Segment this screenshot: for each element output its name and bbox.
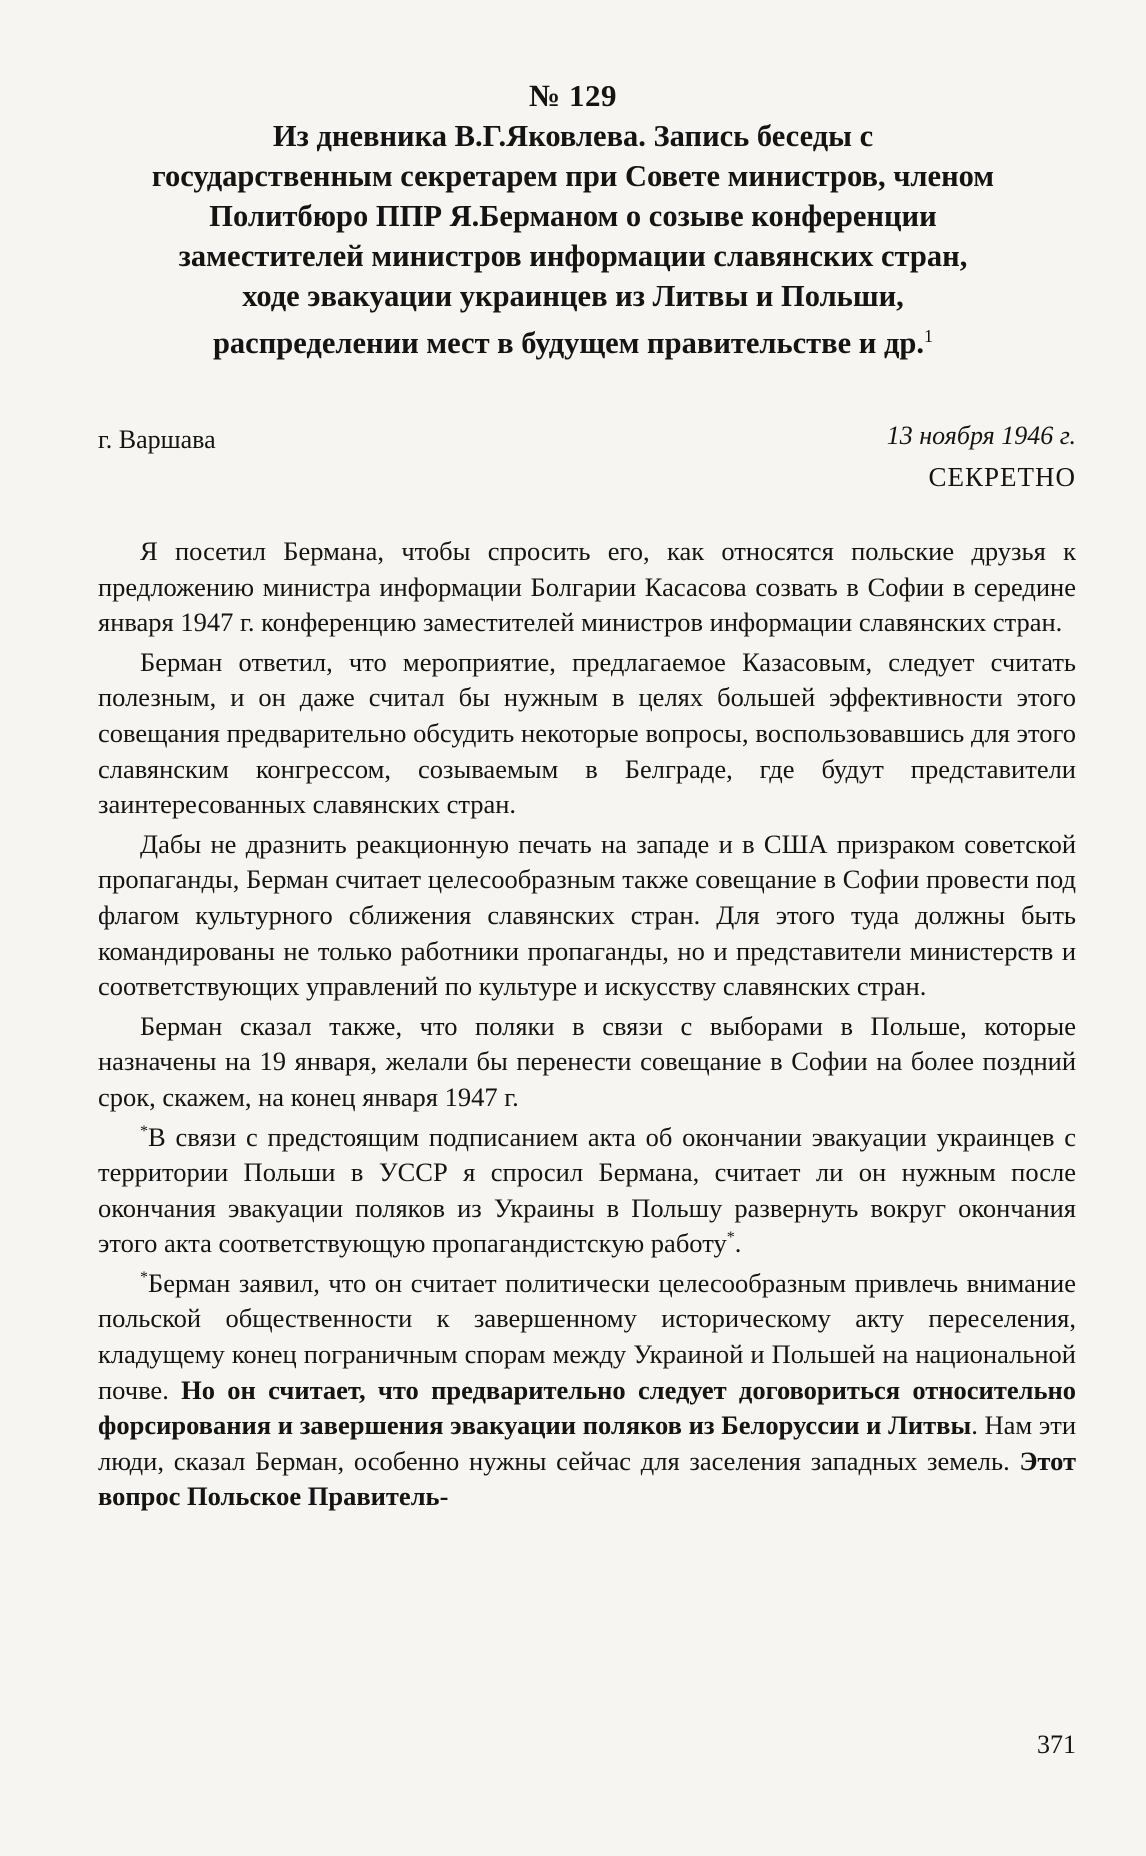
classification-stamp: СЕКРЕТНО xyxy=(928,462,1076,492)
document-body xyxy=(98,534,1076,1519)
document-title-text: Из дневника В.Г.Яковлева. Запись беседы с государственным секретарем при Совете министров, членом Политбюро ППР Я.Берманом о созыве конференции заместителей министров информации славянских стран, ходе эвакуации украинцев из Литвы и Польши, распределении мест в будущем правительстве и др. xyxy=(151,119,995,361)
date: 13 ноября 1946 г. xyxy=(886,421,1076,450)
footnote-mark: 1 xyxy=(924,326,934,346)
paragraph-1: Я посетил Бермана, чтобы спросить его, как относятся польские друзья к предложению министра информации Болгарии Касасова созвать в Софии в середине января 1947 г. конференцию заместителей министров информации славянских стран. xyxy=(98,536,1076,638)
document-number: № 129 xyxy=(529,78,617,113)
page-number: 371 xyxy=(1037,1730,1076,1759)
asterisk-mark: * xyxy=(140,1122,148,1140)
paragraph-6 xyxy=(98,1266,1076,1515)
paragraph-4: Берман сказал также, что поляки в связи с выборами в Польше, которые назначены на 19 января, желали бы перенести совещание в Софии на более поздний срок, скажем, на конец января 1947 г. xyxy=(98,1010,1076,1112)
bold-passage: Но он считает, что предварительно следует договориться относительно форсирования и завершения эвакуации поляков из Белоруссии и Литвы xyxy=(98,1374,1077,1441)
document-title xyxy=(150,116,996,363)
paragraph-5-text: В связи с предстоящим подписанием акта об окончании эвакуации украинцев с территории Польши в УССР я спросил Бермана, считает ли он нужным после окончания эвакуации поляков из Украины в Польшу развернуть вокруг окончания этого акта соответствующую пропагандистскую работу xyxy=(98,1121,1076,1259)
asterisk-mark: * xyxy=(140,1269,148,1287)
paragraph-5 xyxy=(98,1120,1076,1262)
paragraph-6-text: Берман заявил, что он считает политически целесообразным привлечь внимание польской общественности к завершенному историческому акту переселения, кладущему конец пограничным спорам между Украиной и Польшей на национальной почве. xyxy=(98,1267,1076,1405)
paragraph-2: Берман ответил, что мероприятие, предлагаемое Казасовым, следует считать полезным, и он даже считал бы нужным в целях большей эффективности этого совещания предварительно обсудить некоторые вопросы, воспользовавшись для этого славянским конгрессом, созываемым в Белграде, где будут представители заинтересованных славянских стран. xyxy=(98,646,1076,820)
paragraph-3: Дабы не дразнить реакционную печать на западе и в США призраком советской пропаганды, Берман считает целесообразным также совещание в Софии провести под флагом культурного сближения славянских стран. Для этого туда должны быть командированы не только работники пропаганды, но и представители министерств и соответствующих управлений по культуре и искусству славянских стран. xyxy=(98,828,1076,1002)
asterisk-mark: * xyxy=(726,1229,735,1247)
paragraph-6-mid: . Нам эти люди, сказал Берман, особенно нужны сейчас для заселения западных земель. xyxy=(98,1410,1076,1476)
paragraph-5-end: . xyxy=(734,1228,742,1259)
place: г. Варшава xyxy=(98,425,216,454)
bold-passage: Этот вопрос Польское Правитель- xyxy=(98,1445,1077,1512)
